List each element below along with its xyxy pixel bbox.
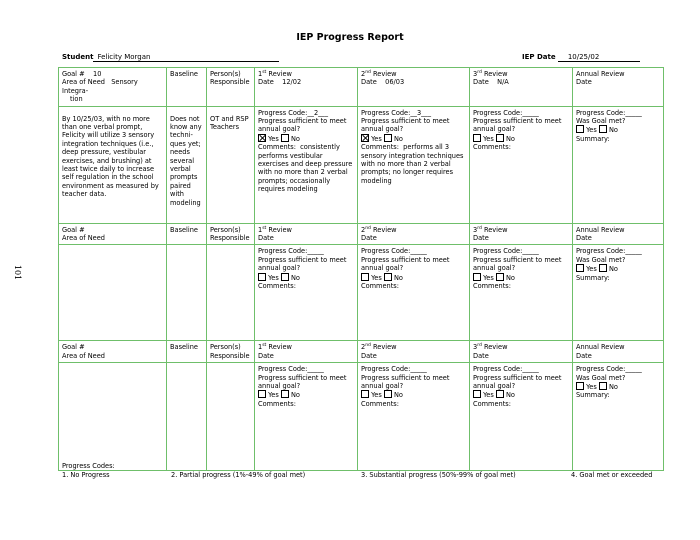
side-page-number: 101 bbox=[13, 264, 23, 281]
responsible-label-2: Responsible bbox=[210, 351, 250, 360]
comments-label: Comments: bbox=[473, 282, 511, 291]
goal-num-label: Goal # bbox=[62, 225, 85, 234]
goal-body-row bbox=[59, 106, 664, 223]
yes-checkbox[interactable] bbox=[473, 390, 481, 398]
goal-area-cell bbox=[59, 68, 167, 107]
review3-word: Review bbox=[481, 70, 508, 78]
review1-header bbox=[255, 341, 358, 363]
yes-checkbox[interactable] bbox=[473, 134, 481, 142]
date-label: Date bbox=[258, 234, 274, 243]
yes-checkbox[interactable] bbox=[258, 273, 266, 281]
annual-review-cell bbox=[573, 363, 664, 471]
responsible-label-2: Responsible bbox=[210, 78, 250, 87]
student-name: Felicity Morgan bbox=[93, 53, 279, 62]
progress-code-label: Progress Code: bbox=[258, 365, 308, 374]
baseline-header: Baseline bbox=[167, 341, 207, 363]
review3-cell bbox=[470, 106, 573, 223]
progress-code-value: _____ bbox=[410, 247, 427, 256]
review3-date: N/A bbox=[497, 78, 509, 87]
no-checkbox[interactable] bbox=[281, 390, 289, 398]
goal-body-row bbox=[59, 363, 664, 471]
progress-code-label: Progress Code: bbox=[473, 247, 523, 256]
review3-header bbox=[470, 68, 573, 107]
sufficient-label: Progress sufficient to meet bbox=[473, 117, 562, 126]
review3-num: 3 bbox=[473, 343, 478, 352]
yes-checkbox[interactable] bbox=[576, 382, 584, 390]
baseline-cell bbox=[167, 106, 207, 223]
comments-label: Comments: bbox=[258, 143, 296, 152]
yes-label: Yes bbox=[483, 273, 494, 282]
summary-label: Summary: bbox=[576, 134, 610, 143]
no-label: No bbox=[393, 134, 403, 143]
student-label: Student bbox=[62, 53, 94, 61]
review2-word: Review bbox=[370, 343, 397, 352]
date-label: Date bbox=[576, 234, 592, 243]
review3-word: Review bbox=[481, 343, 508, 352]
review2-num: 2 bbox=[361, 343, 366, 352]
review2-header bbox=[358, 341, 470, 363]
progress-code-value: _____ bbox=[625, 365, 642, 374]
review1-header bbox=[255, 223, 358, 245]
comments-label: Comments: bbox=[258, 399, 296, 408]
review1-header bbox=[255, 68, 358, 107]
goal-text-cell bbox=[59, 245, 167, 341]
no-label: No bbox=[393, 273, 403, 282]
review1-cell bbox=[255, 106, 358, 223]
review3-sup: rd bbox=[477, 343, 482, 349]
comments-label: Comments: bbox=[473, 143, 511, 152]
goal-header-row bbox=[59, 68, 664, 107]
responsible-cell bbox=[207, 106, 255, 223]
progress-code-value: _____ bbox=[625, 247, 642, 256]
yes-checkbox[interactable] bbox=[473, 273, 481, 281]
responsible-label-2: Responsible bbox=[210, 234, 250, 243]
responsible-label-1: Person(s) bbox=[210, 225, 241, 234]
review1-num: 1 bbox=[258, 70, 263, 78]
yes-checkbox[interactable] bbox=[258, 390, 266, 398]
page-title: IEP Progress Report bbox=[296, 32, 404, 43]
yes-label: Yes bbox=[268, 273, 279, 282]
sufficient-label: Progress sufficient to meet bbox=[361, 373, 450, 382]
progress-code-label: Progress Code: bbox=[576, 365, 626, 374]
yes-label: Yes bbox=[586, 126, 597, 135]
responsible-label-1: Person(s) bbox=[210, 70, 241, 78]
review3-sup: rd bbox=[477, 225, 482, 231]
sufficient-label: Progress sufficient to meet bbox=[258, 117, 347, 126]
comments-label: Comments: bbox=[361, 143, 399, 152]
sufficient-label: Progress sufficient to meet bbox=[258, 255, 347, 264]
review1-word: Review bbox=[266, 70, 292, 78]
goal-area-cell bbox=[59, 341, 167, 363]
yes-checkbox[interactable] bbox=[576, 264, 584, 272]
responsible-text: OT and RSP Teachers bbox=[210, 114, 249, 132]
review3-header bbox=[470, 341, 573, 363]
legend-title: Progress Codes: bbox=[62, 462, 115, 470]
responsible-cell bbox=[207, 245, 255, 341]
area-of-need-cont: tion bbox=[70, 95, 83, 104]
goal-text-cell bbox=[59, 363, 167, 471]
no-checkbox[interactable] bbox=[599, 382, 607, 390]
review2-sup: nd bbox=[365, 69, 371, 75]
annual-review-label: Annual Review bbox=[576, 343, 625, 352]
review3-sup: rd bbox=[477, 69, 482, 75]
yes-checkbox[interactable] bbox=[258, 134, 266, 142]
goal-num-label: Goal # bbox=[62, 70, 85, 78]
area-of-need-label: Area of Need bbox=[62, 351, 105, 360]
yes-label: Yes bbox=[586, 265, 597, 274]
iep-date-field bbox=[522, 53, 640, 62]
review2-date: 06/03 bbox=[385, 78, 405, 87]
date-label: Date bbox=[361, 78, 377, 87]
review2-sup: nd bbox=[365, 225, 371, 231]
legend-item: 3. Substantial progress (50%-99% of goal met) bbox=[361, 470, 516, 479]
no-checkbox[interactable] bbox=[281, 134, 289, 142]
sufficient-label-2: annual goal? bbox=[258, 382, 301, 391]
date-label: Date bbox=[258, 78, 274, 87]
goal-body-row bbox=[59, 245, 664, 341]
date-label: Date bbox=[473, 234, 489, 243]
review3-word: Review bbox=[481, 225, 508, 234]
annual-review-label: Annual Review bbox=[576, 225, 625, 234]
sufficient-label-2: annual goal? bbox=[473, 264, 516, 273]
no-checkbox[interactable] bbox=[384, 273, 392, 281]
sufficient-label: Progress sufficient to meet bbox=[473, 373, 562, 382]
yes-checkbox[interactable] bbox=[361, 273, 369, 281]
baseline-cell bbox=[167, 245, 207, 341]
review1-sup: st bbox=[262, 343, 267, 349]
baseline-header: Baseline bbox=[167, 223, 207, 245]
goal-header-row bbox=[59, 341, 664, 363]
comments-label: Comments: bbox=[361, 399, 399, 408]
date-label: Date bbox=[576, 78, 592, 87]
yes-checkbox[interactable] bbox=[361, 134, 369, 142]
comments-label: Comments: bbox=[258, 282, 296, 291]
annual-review-cell bbox=[573, 245, 664, 341]
date-label: Date bbox=[576, 351, 592, 360]
review2-header bbox=[358, 68, 470, 107]
progress-code-label: Progress Code: bbox=[361, 247, 411, 256]
legend-item: 2. Partial progress (1%-49% of goal met) bbox=[171, 470, 306, 479]
summary-label: Summary: bbox=[576, 273, 610, 282]
progress-code-label: Progress Code: bbox=[258, 247, 308, 256]
baseline-cell bbox=[167, 363, 207, 471]
no-checkbox[interactable] bbox=[496, 390, 504, 398]
annual-review-header bbox=[573, 223, 664, 245]
review2-cell bbox=[358, 245, 470, 341]
comments-text: performs all 3 sensory integration techniques with no more than 2 verbal prompts; no longer requires modeling bbox=[361, 143, 464, 185]
progress-code-value: _____ bbox=[307, 247, 324, 256]
student-field bbox=[62, 53, 279, 62]
iep-date-label: IEP Date bbox=[522, 53, 556, 61]
review3-cell bbox=[470, 363, 573, 471]
review2-num: 2 bbox=[361, 70, 366, 78]
progress-code-label: Progress Code: bbox=[361, 365, 411, 374]
progress-table bbox=[58, 67, 664, 471]
sufficient-label: Progress sufficient to meet bbox=[361, 255, 450, 264]
annual-review-header bbox=[573, 68, 664, 107]
iep-date-value: 10/25/02 bbox=[558, 53, 640, 62]
no-label: No bbox=[290, 134, 300, 143]
sufficient-label: Progress sufficient to meet bbox=[258, 373, 347, 382]
comments-text: consistently performs vestibular exercises and deep pressure with no more than 2 verbal prompts; occasionally requires modeling bbox=[258, 143, 353, 194]
yes-label: Yes bbox=[483, 134, 494, 143]
goal-header-row bbox=[59, 223, 664, 245]
yes-label: Yes bbox=[371, 134, 382, 143]
sufficient-label-2: annual goal? bbox=[361, 264, 404, 273]
yes-label: Yes bbox=[586, 383, 597, 392]
sufficient-label: Progress sufficient to meet bbox=[473, 255, 562, 264]
review1-cell bbox=[255, 245, 358, 341]
date-label: Date bbox=[361, 351, 377, 360]
annual-review-label: Annual Review bbox=[576, 70, 625, 78]
comments-label: Comments: bbox=[473, 399, 511, 408]
annual-review-header bbox=[573, 341, 664, 363]
review3-num: 3 bbox=[473, 225, 478, 234]
no-label: No bbox=[505, 391, 515, 400]
baseline-header: Baseline bbox=[167, 68, 207, 107]
yes-checkbox[interactable] bbox=[361, 390, 369, 398]
sufficient-label: Progress sufficient to meet bbox=[361, 117, 450, 126]
no-checkbox[interactable] bbox=[599, 264, 607, 272]
progress-code-value: _____ bbox=[307, 365, 324, 374]
date-label: Date bbox=[258, 351, 274, 360]
review1-word: Review bbox=[266, 225, 292, 234]
review1-num: 1 bbox=[258, 343, 263, 352]
review2-num: 2 bbox=[361, 225, 366, 234]
goal-text: By 10/25/03, with no more than one verbal prompt, Felicity will utilize 3 sensory integration techniques (i.e., deep pressure, vestibular exercises, and brushing) at least twice daily to increase self regulation in the school environment as measured by teacher data. bbox=[62, 114, 159, 199]
review1-sup: st bbox=[262, 69, 267, 75]
sufficient-label-2: annual goal? bbox=[258, 264, 301, 273]
progress-code-label: Progress Code: bbox=[361, 108, 411, 117]
no-checkbox[interactable] bbox=[384, 390, 392, 398]
summary-label: Summary: bbox=[576, 391, 610, 400]
review2-sup: nd bbox=[365, 343, 371, 349]
yes-label: Yes bbox=[268, 391, 279, 400]
responsible-cell bbox=[207, 363, 255, 471]
progress-code-label: Progress Code: bbox=[473, 365, 523, 374]
goal-num-label: Goal # bbox=[62, 343, 85, 352]
yes-checkbox[interactable] bbox=[576, 125, 584, 133]
progress-code-label: Progress Code: bbox=[258, 108, 308, 117]
sufficient-label-2: annual goal? bbox=[473, 125, 516, 134]
no-label: No bbox=[393, 391, 403, 400]
no-checkbox[interactable] bbox=[599, 125, 607, 133]
progress-code-value: _____ bbox=[522, 108, 539, 117]
responsible-header bbox=[207, 223, 255, 245]
no-label: No bbox=[505, 273, 515, 282]
sufficient-label-2: annual goal? bbox=[473, 382, 516, 391]
area-of-need-label: Area of Need bbox=[62, 78, 105, 87]
progress-codes-legend bbox=[62, 462, 662, 480]
legend-item: 1. No Progress bbox=[62, 470, 110, 479]
progress-code-value: _____ bbox=[522, 365, 539, 374]
progress-code-value: _____ bbox=[410, 365, 427, 374]
review1-date: 12/02 bbox=[282, 78, 302, 87]
no-checkbox[interactable] bbox=[281, 273, 289, 281]
sufficient-label-2: annual goal? bbox=[258, 125, 301, 134]
was-goal-met-label: Was Goal met? bbox=[576, 255, 626, 264]
responsible-header bbox=[207, 341, 255, 363]
no-label: No bbox=[608, 265, 618, 274]
date-label: Date bbox=[361, 234, 377, 243]
date-label: Date bbox=[473, 78, 489, 87]
baseline-text: Does not know any techni- ques yet; needs several verbal prompts paired with modeling bbox=[170, 114, 202, 207]
area-of-need-value: Sensory Integra- bbox=[62, 78, 138, 95]
annual-review-cell bbox=[573, 106, 664, 223]
review2-cell bbox=[358, 106, 470, 223]
review1-sup: st bbox=[262, 225, 267, 231]
was-goal-met-label: Was Goal met? bbox=[576, 117, 626, 126]
comments-label: Comments: bbox=[361, 282, 399, 291]
no-label: No bbox=[290, 391, 300, 400]
no-label: No bbox=[608, 383, 618, 392]
area-of-need-label: Area of Need bbox=[62, 234, 105, 243]
review2-word: Review bbox=[370, 225, 397, 234]
review3-header bbox=[470, 223, 573, 245]
progress-code-value: _____ bbox=[625, 108, 642, 117]
goal-area-cell bbox=[59, 223, 167, 245]
goal-text-cell bbox=[59, 106, 167, 223]
sufficient-label-2: annual goal? bbox=[361, 382, 404, 391]
progress-code-value: _____ bbox=[522, 247, 539, 256]
progress-code-value: __3___ bbox=[410, 108, 432, 117]
no-checkbox[interactable] bbox=[496, 134, 504, 142]
yes-label: Yes bbox=[371, 391, 382, 400]
yes-label: Yes bbox=[371, 273, 382, 282]
progress-code-label: Progress Code: bbox=[473, 108, 523, 117]
review1-word: Review bbox=[266, 343, 292, 352]
sufficient-label-2: annual goal? bbox=[361, 125, 404, 134]
yes-label: Yes bbox=[268, 134, 279, 143]
progress-code-label: Progress Code: bbox=[576, 247, 626, 256]
responsible-label-1: Person(s) bbox=[210, 343, 241, 352]
date-label: Date bbox=[473, 351, 489, 360]
no-label: No bbox=[290, 273, 300, 282]
review3-cell bbox=[470, 245, 573, 341]
goal-number: 10 bbox=[93, 70, 102, 78]
legend-item: 4. Goal met or exceeded bbox=[571, 470, 653, 479]
review1-cell bbox=[255, 363, 358, 471]
no-label: No bbox=[505, 134, 515, 143]
was-goal-met-label: Was Goal met? bbox=[576, 373, 626, 382]
no-checkbox[interactable] bbox=[496, 273, 504, 281]
review2-cell bbox=[358, 363, 470, 471]
no-label: No bbox=[608, 126, 618, 135]
review2-word: Review bbox=[370, 70, 397, 78]
review2-header bbox=[358, 223, 470, 245]
review3-num: 3 bbox=[473, 70, 478, 78]
review1-num: 1 bbox=[258, 225, 263, 234]
progress-code-label: Progress Code: bbox=[576, 108, 626, 117]
progress-code-value: __2___ bbox=[307, 108, 329, 117]
responsible-header bbox=[207, 68, 255, 107]
yes-label: Yes bbox=[483, 391, 494, 400]
no-checkbox[interactable] bbox=[384, 134, 392, 142]
